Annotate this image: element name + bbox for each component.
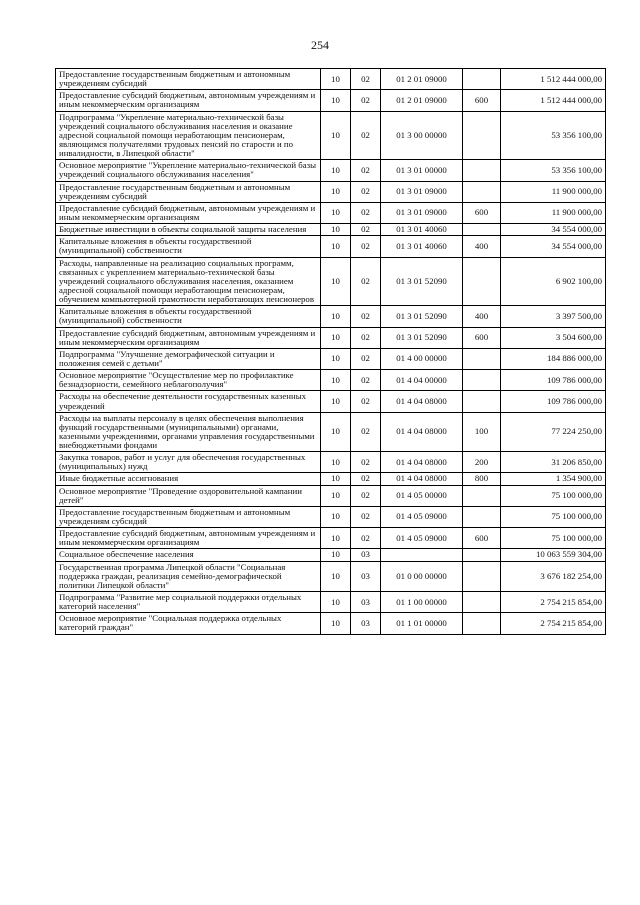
row-subsection-cell: 02	[351, 506, 381, 527]
row-name-cell: Расходы на выплаты персоналу в целях обеспечения выполнения функций государственными (муниципальными) органами, казенными учреждениями, органами управления государственными внебюджетными фондами	[56, 412, 321, 452]
row-amount-cell: 1 512 444 000,00	[501, 90, 606, 111]
row-expense-type-cell	[463, 561, 501, 591]
row-amount-cell: 109 786 000,00	[501, 391, 606, 412]
row-section-cell: 10	[321, 485, 351, 506]
row-subsection-cell: 02	[351, 224, 381, 236]
row-amount-cell: 77 224 250,00	[501, 412, 606, 452]
row-amount-cell: 53 356 100,00	[501, 160, 606, 181]
row-amount-cell: 75 100 000,00	[501, 485, 606, 506]
row-subsection-cell: 02	[351, 473, 381, 485]
table-row	[56, 306, 606, 327]
row-section-cell: 10	[321, 592, 351, 613]
row-subsection-cell: 02	[351, 412, 381, 452]
row-section-cell: 10	[321, 327, 351, 348]
row-subsection-cell: 03	[351, 613, 381, 634]
row-name-cell: Предоставление субсидий бюджетным, автономным учреждениям и иным некоммерческим организациям	[56, 528, 321, 549]
row-section-cell: 10	[321, 412, 351, 452]
row-section-cell: 10	[321, 613, 351, 634]
row-amount-cell: 11 900 000,00	[501, 202, 606, 223]
row-amount-cell: 3 504 600,00	[501, 327, 606, 348]
row-subsection-cell: 03	[351, 561, 381, 591]
table-row	[56, 561, 606, 591]
row-target-code-cell: 01 4 04 08000	[381, 412, 463, 452]
row-section-cell: 10	[321, 370, 351, 391]
row-name-cell: Предоставление субсидий бюджетным, автономным учреждениям и иным некоммерческим организациям	[56, 327, 321, 348]
row-name-cell: Подпрограмма "Укрепление материально-технической базы учреждений социального обслуживания населения и оказание адресной социальной помощи неработающим пенсионерам, являющимся получателями трудовых пенсий по старости и по инвалидности, в Липецкой области"	[56, 111, 321, 160]
table-row	[56, 473, 606, 485]
row-target-code-cell: 01 4 04 08000	[381, 452, 463, 473]
row-name-cell: Основное мероприятие "Осуществление мер по профилактике безнадзорности, семейного неблагополучия"	[56, 370, 321, 391]
row-target-code-cell: 01 3 01 09000	[381, 202, 463, 223]
row-subsection-cell: 02	[351, 69, 381, 90]
row-section-cell: 10	[321, 473, 351, 485]
row-subsection-cell: 02	[351, 257, 381, 306]
row-expense-type-cell	[463, 391, 501, 412]
row-subsection-cell: 02	[351, 485, 381, 506]
row-section-cell: 10	[321, 528, 351, 549]
row-amount-cell: 2 754 215 854,00	[501, 592, 606, 613]
row-target-code-cell: 01 1 00 00000	[381, 592, 463, 613]
row-amount-cell: 31 206 850,00	[501, 452, 606, 473]
row-expense-type-cell	[463, 224, 501, 236]
row-amount-cell: 3 676 182 254,00	[501, 561, 606, 591]
row-name-cell: Основное мероприятие "Укрепление материально-технической базы учреждений социального обслуживания населения"	[56, 160, 321, 181]
row-subsection-cell: 02	[351, 391, 381, 412]
row-amount-cell: 11 900 000,00	[501, 181, 606, 202]
row-amount-cell: 75 100 000,00	[501, 506, 606, 527]
row-subsection-cell: 02	[351, 348, 381, 369]
row-expense-type-cell	[463, 370, 501, 391]
row-amount-cell: 2 754 215 854,00	[501, 613, 606, 634]
row-expense-type-cell	[463, 181, 501, 202]
row-expense-type-cell	[463, 592, 501, 613]
row-target-code-cell: 01 4 00 00000	[381, 348, 463, 369]
row-subsection-cell: 02	[351, 327, 381, 348]
row-section-cell: 10	[321, 90, 351, 111]
row-target-code-cell: 01 4 04 08000	[381, 473, 463, 485]
row-name-cell: Закупка товаров, работ и услуг для обеспечения государственных (муниципальных) нужд	[56, 452, 321, 473]
row-subsection-cell: 02	[351, 90, 381, 111]
row-section-cell: 10	[321, 160, 351, 181]
row-subsection-cell: 02	[351, 370, 381, 391]
table-row	[56, 506, 606, 527]
row-expense-type-cell: 400	[463, 306, 501, 327]
row-target-code-cell: 01 3 01 00000	[381, 160, 463, 181]
table-row	[56, 327, 606, 348]
row-section-cell: 10	[321, 224, 351, 236]
row-name-cell: Государственная программа Липецкой области "Социальная поддержка граждан, реализация семейно-демографической политики Липецкой области"	[56, 561, 321, 591]
row-subsection-cell: 02	[351, 202, 381, 223]
table-row	[56, 257, 606, 306]
row-target-code-cell: 01 0 00 00000	[381, 561, 463, 591]
page-number: 254	[311, 38, 329, 52]
table-row	[56, 391, 606, 412]
row-target-code-cell: 01 4 04 00000	[381, 370, 463, 391]
row-amount-cell: 6 902 100,00	[501, 257, 606, 306]
row-name-cell: Капитальные вложения в объекты государственной (муниципальной) собственности	[56, 306, 321, 327]
row-target-code-cell: 01 3 00 00000	[381, 111, 463, 160]
row-amount-cell: 3 397 500,00	[501, 306, 606, 327]
row-subsection-cell: 02	[351, 528, 381, 549]
row-amount-cell: 109 786 000,00	[501, 370, 606, 391]
row-expense-type-cell	[463, 111, 501, 160]
row-amount-cell: 184 886 000,00	[501, 348, 606, 369]
row-name-cell: Социальное обеспечение населения	[56, 549, 321, 561]
row-expense-type-cell	[463, 160, 501, 181]
row-subsection-cell: 03	[351, 549, 381, 561]
row-name-cell: Подпрограмма "Развитие мер социальной поддержки отдельных категорий населения"	[56, 592, 321, 613]
row-subsection-cell: 02	[351, 452, 381, 473]
table-row	[56, 90, 606, 111]
row-section-cell: 10	[321, 69, 351, 90]
row-expense-type-cell	[463, 69, 501, 90]
row-amount-cell: 34 554 000,00	[501, 236, 606, 257]
table-row	[56, 485, 606, 506]
row-expense-type-cell: 200	[463, 452, 501, 473]
row-name-cell: Предоставление государственным бюджетным и автономным учреждениям субсидий	[56, 69, 321, 90]
row-target-code-cell: 01 3 01 52090	[381, 327, 463, 348]
row-expense-type-cell	[463, 613, 501, 634]
table-row	[56, 111, 606, 160]
table-row	[56, 528, 606, 549]
table-row	[56, 549, 606, 561]
row-amount-cell: 34 554 000,00	[501, 224, 606, 236]
row-target-code-cell: 01 2 01 09000	[381, 69, 463, 90]
row-target-code-cell: 01 4 05 00000	[381, 485, 463, 506]
row-section-cell: 10	[321, 202, 351, 223]
row-section-cell: 10	[321, 549, 351, 561]
row-target-code-cell: 01 3 01 40060	[381, 236, 463, 257]
row-expense-type-cell	[463, 549, 501, 561]
row-subsection-cell: 03	[351, 592, 381, 613]
table-row	[56, 160, 606, 181]
row-section-cell: 10	[321, 391, 351, 412]
row-subsection-cell: 02	[351, 111, 381, 160]
row-target-code-cell: 01 1 01 00000	[381, 613, 463, 634]
row-expense-type-cell: 600	[463, 90, 501, 111]
row-target-code-cell: 01 3 01 52090	[381, 306, 463, 327]
table-row	[56, 592, 606, 613]
row-name-cell: Предоставление государственным бюджетным и автономным учреждениям субсидий	[56, 181, 321, 202]
row-target-code-cell	[381, 549, 463, 561]
row-amount-cell: 1 354 900,00	[501, 473, 606, 485]
row-amount-cell: 53 356 100,00	[501, 111, 606, 160]
row-target-code-cell: 01 3 01 40060	[381, 224, 463, 236]
row-amount-cell: 10 063 559 304,00	[501, 549, 606, 561]
row-subsection-cell: 02	[351, 160, 381, 181]
row-name-cell: Подпрограмма "Улучшение демографической ситуации и положения семей с детьми"	[56, 348, 321, 369]
table-row	[56, 348, 606, 369]
row-target-code-cell: 01 4 05 09000	[381, 528, 463, 549]
row-expense-type-cell: 600	[463, 327, 501, 348]
row-subsection-cell: 02	[351, 181, 381, 202]
row-target-code-cell: 01 4 05 09000	[381, 506, 463, 527]
table-row	[56, 69, 606, 90]
row-name-cell: Основное мероприятие "Социальная поддержка отдельных категорий граждан"	[56, 613, 321, 634]
row-expense-type-cell	[463, 506, 501, 527]
table-row	[56, 181, 606, 202]
row-section-cell: 10	[321, 506, 351, 527]
table-row	[56, 370, 606, 391]
row-section-cell: 10	[321, 452, 351, 473]
row-expense-type-cell: 600	[463, 528, 501, 549]
table-row	[56, 236, 606, 257]
table-row	[56, 202, 606, 223]
row-section-cell: 10	[321, 561, 351, 591]
row-name-cell: Бюджетные инвестиции в объекты социальной защиты населения	[56, 224, 321, 236]
row-target-code-cell: 01 2 01 09000	[381, 90, 463, 111]
row-name-cell: Иные бюджетные ассигнования	[56, 473, 321, 485]
row-expense-type-cell: 400	[463, 236, 501, 257]
row-subsection-cell: 02	[351, 236, 381, 257]
row-expense-type-cell: 600	[463, 202, 501, 223]
row-subsection-cell: 02	[351, 306, 381, 327]
row-section-cell: 10	[321, 348, 351, 369]
row-expense-type-cell: 800	[463, 473, 501, 485]
row-expense-type-cell	[463, 485, 501, 506]
row-expense-type-cell	[463, 257, 501, 306]
row-target-code-cell: 01 4 04 08000	[381, 391, 463, 412]
row-section-cell: 10	[321, 181, 351, 202]
table-row	[56, 613, 606, 634]
row-section-cell: 10	[321, 257, 351, 306]
row-amount-cell: 1 512 444 000,00	[501, 69, 606, 90]
row-name-cell: Предоставление государственным бюджетным и автономным учреждениям субсидий	[56, 506, 321, 527]
table-row	[56, 412, 606, 452]
row-name-cell: Капитальные вложения в объекты государственной (муниципальной) собственности	[56, 236, 321, 257]
row-name-cell: Предоставление субсидий бюджетным, автономным учреждениям и иным некоммерческим организациям	[56, 90, 321, 111]
row-name-cell: Расходы на обеспечение деятельности государственных казенных учреждений	[56, 391, 321, 412]
row-name-cell: Предоставление субсидий бюджетным, автономным учреждениям и иным некоммерческим организациям	[56, 202, 321, 223]
row-name-cell: Основное мероприятие "Проведение оздоровительной кампании детей"	[56, 485, 321, 506]
row-target-code-cell: 01 3 01 52090	[381, 257, 463, 306]
row-section-cell: 10	[321, 236, 351, 257]
budget-table	[55, 68, 606, 635]
row-expense-type-cell	[463, 348, 501, 369]
row-amount-cell: 75 100 000,00	[501, 528, 606, 549]
table-row	[56, 452, 606, 473]
row-section-cell: 10	[321, 306, 351, 327]
row-section-cell: 10	[321, 111, 351, 160]
row-target-code-cell: 01 3 01 09000	[381, 181, 463, 202]
table-row	[56, 224, 606, 236]
row-name-cell: Расходы, направленные на реализацию социальных программ, связанных с укреплением материально-технической базы учреждений социального обслуживания населения, оказанием адресной социальной помощи неработающим пенсионерам, обучением компьютерной грамотности неработающих пенсионеров	[56, 257, 321, 306]
row-expense-type-cell: 100	[463, 412, 501, 452]
